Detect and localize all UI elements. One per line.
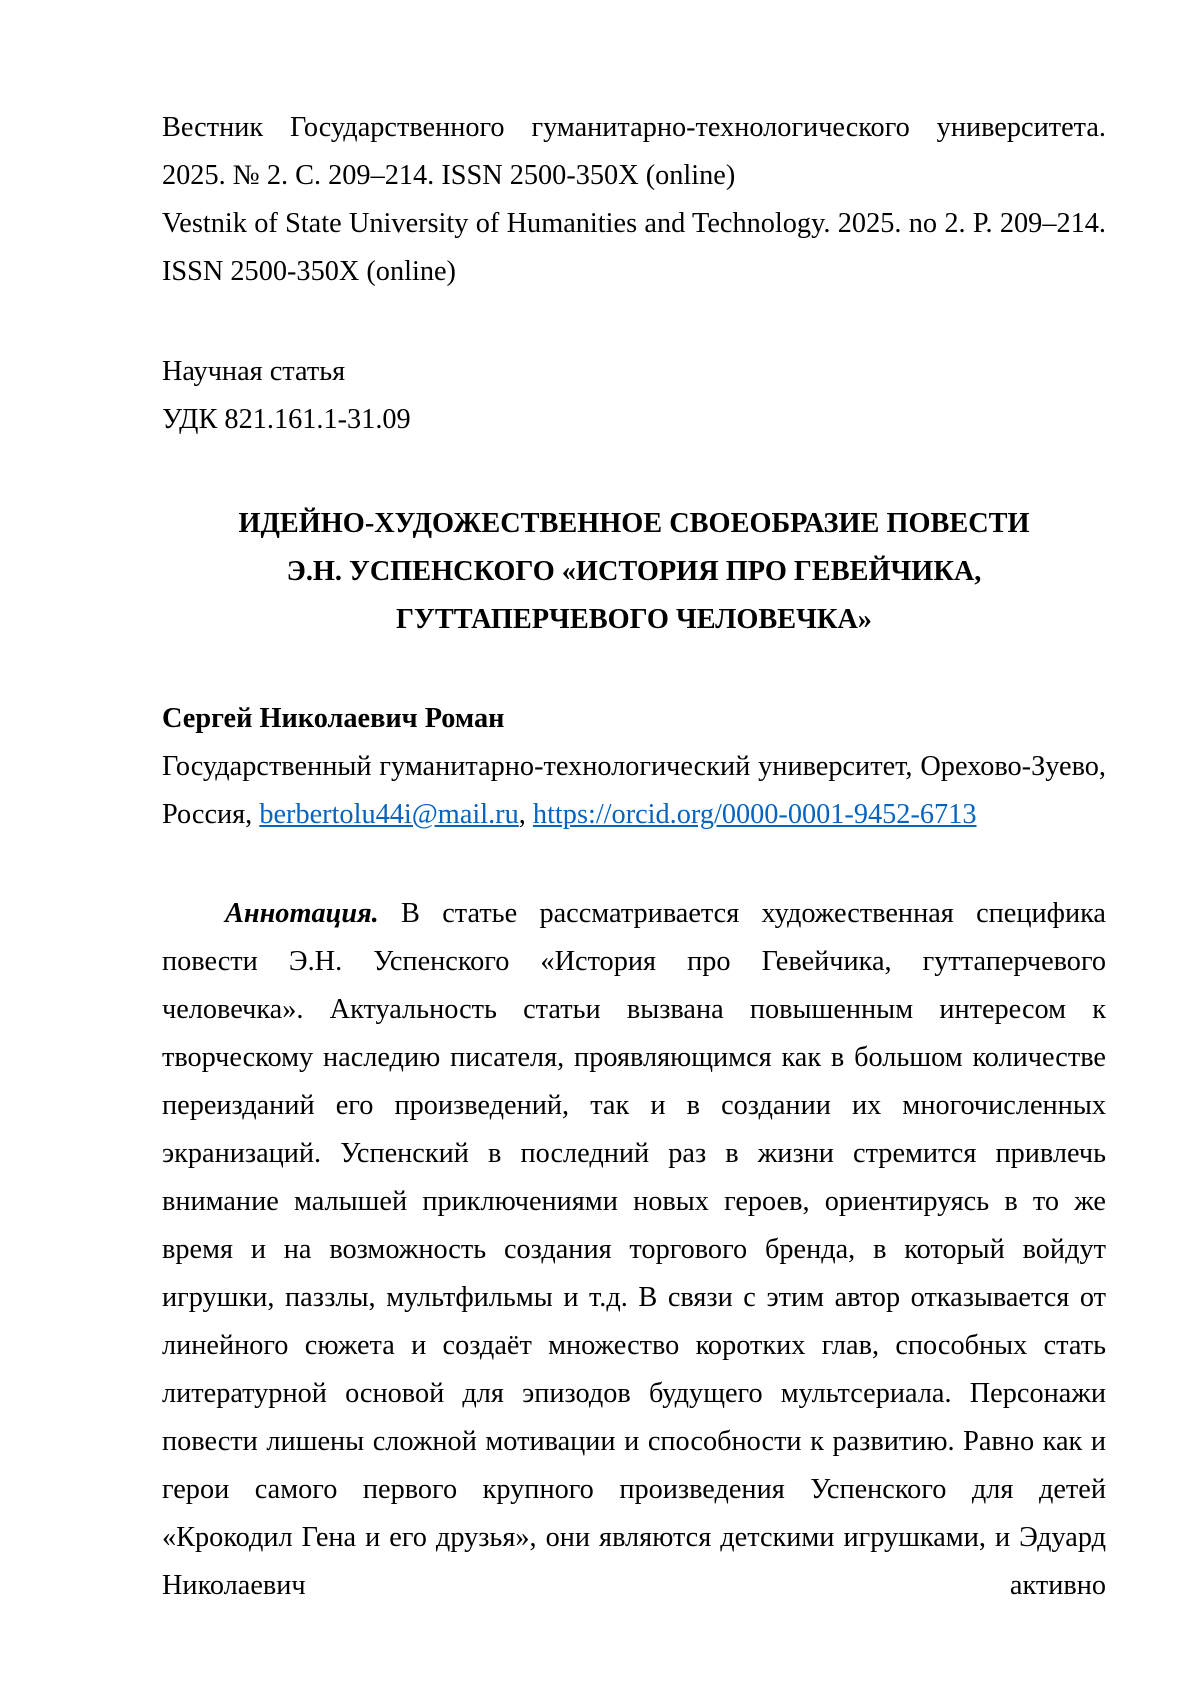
article-type-label: Научная статья <box>162 356 346 387</box>
article-title-line-2: Э.Н. УСПЕНСКОГО «ИСТОРИЯ ПРО ГЕВЕЙЧИКА, <box>286 556 982 587</box>
abstract-paragraph <box>162 890 1106 1610</box>
article-title-line-3: ГУТТАПЕРЧЕВОГО ЧЕЛОВЕЧКА» <box>396 604 872 635</box>
abstract-text: В статье рассматривается художественная специфика повести Э.Н. Успенского «История про Гевейчика, гуттаперчевого человечка». Актуальность статьи вызвана повышенным интересом к творческому наследию писателя, проявляющимся как в большом количестве переизданий его произведений, так и в создании их многочисленных экранизаций. Успенский в последний раз в жизни стремится привлечь внимание малышей приключениями новых героев, ориентируясь в то же время и на возможность создания торгового бренда, в который войдут игрушки, паззлы, мультфильмы и т.д. В связи с этим автор отказывается от линейного сюжета и создаёт множество коротких глав, способных стать литературной основой для эпизодов будущего мультсериала. Персонажи повести лишены сложной мотивации и способности к развитию. Равно как и герои самого первого крупного произведения Успенского для детей «Крокодил Гена и его друзья», они являются детскими игрушками, и Эдуард Николаевич активно <box>162 898 1106 1601</box>
affiliation-text: Государственный гуманитарно-технологический университет, Орехово-Зуево, Россия, <box>162 751 1106 830</box>
author-affiliation <box>162 743 1106 839</box>
link-separator: , <box>518 799 533 830</box>
article-title <box>162 500 1106 644</box>
author-name: Сергей Николаевич Роман <box>162 703 505 734</box>
spacer <box>162 644 1106 695</box>
author-orcid-link[interactable]: https://orcid.org/0000-0001-9452-6713 <box>532 799 977 830</box>
abstract-label: Аннотация. <box>225 898 379 929</box>
journal-header-en: Vestnik of State University of Humanities and Technology. 2025. no 2. P. 209–214. ISSN 2500-350X (online) <box>162 208 1106 287</box>
spacer <box>162 296 1106 348</box>
journal-header-ru: Вестник Государственного гуманитарно-технологического университета. 2025. № 2. С. 209–214. ISSN 2500-350X (online) <box>162 112 1106 191</box>
spacer <box>162 444 1106 500</box>
author-email-link[interactable]: berbertolu44i@mail.ru <box>259 799 519 830</box>
udc-number: УДК 821.161.1-31.09 <box>162 404 411 435</box>
spacer <box>162 839 1106 890</box>
article-title-line-1: ИДЕЙНО-ХУДОЖЕСТВЕННОЕ СВОЕОБРАЗИЕ ПОВЕСТИ <box>238 508 1030 539</box>
